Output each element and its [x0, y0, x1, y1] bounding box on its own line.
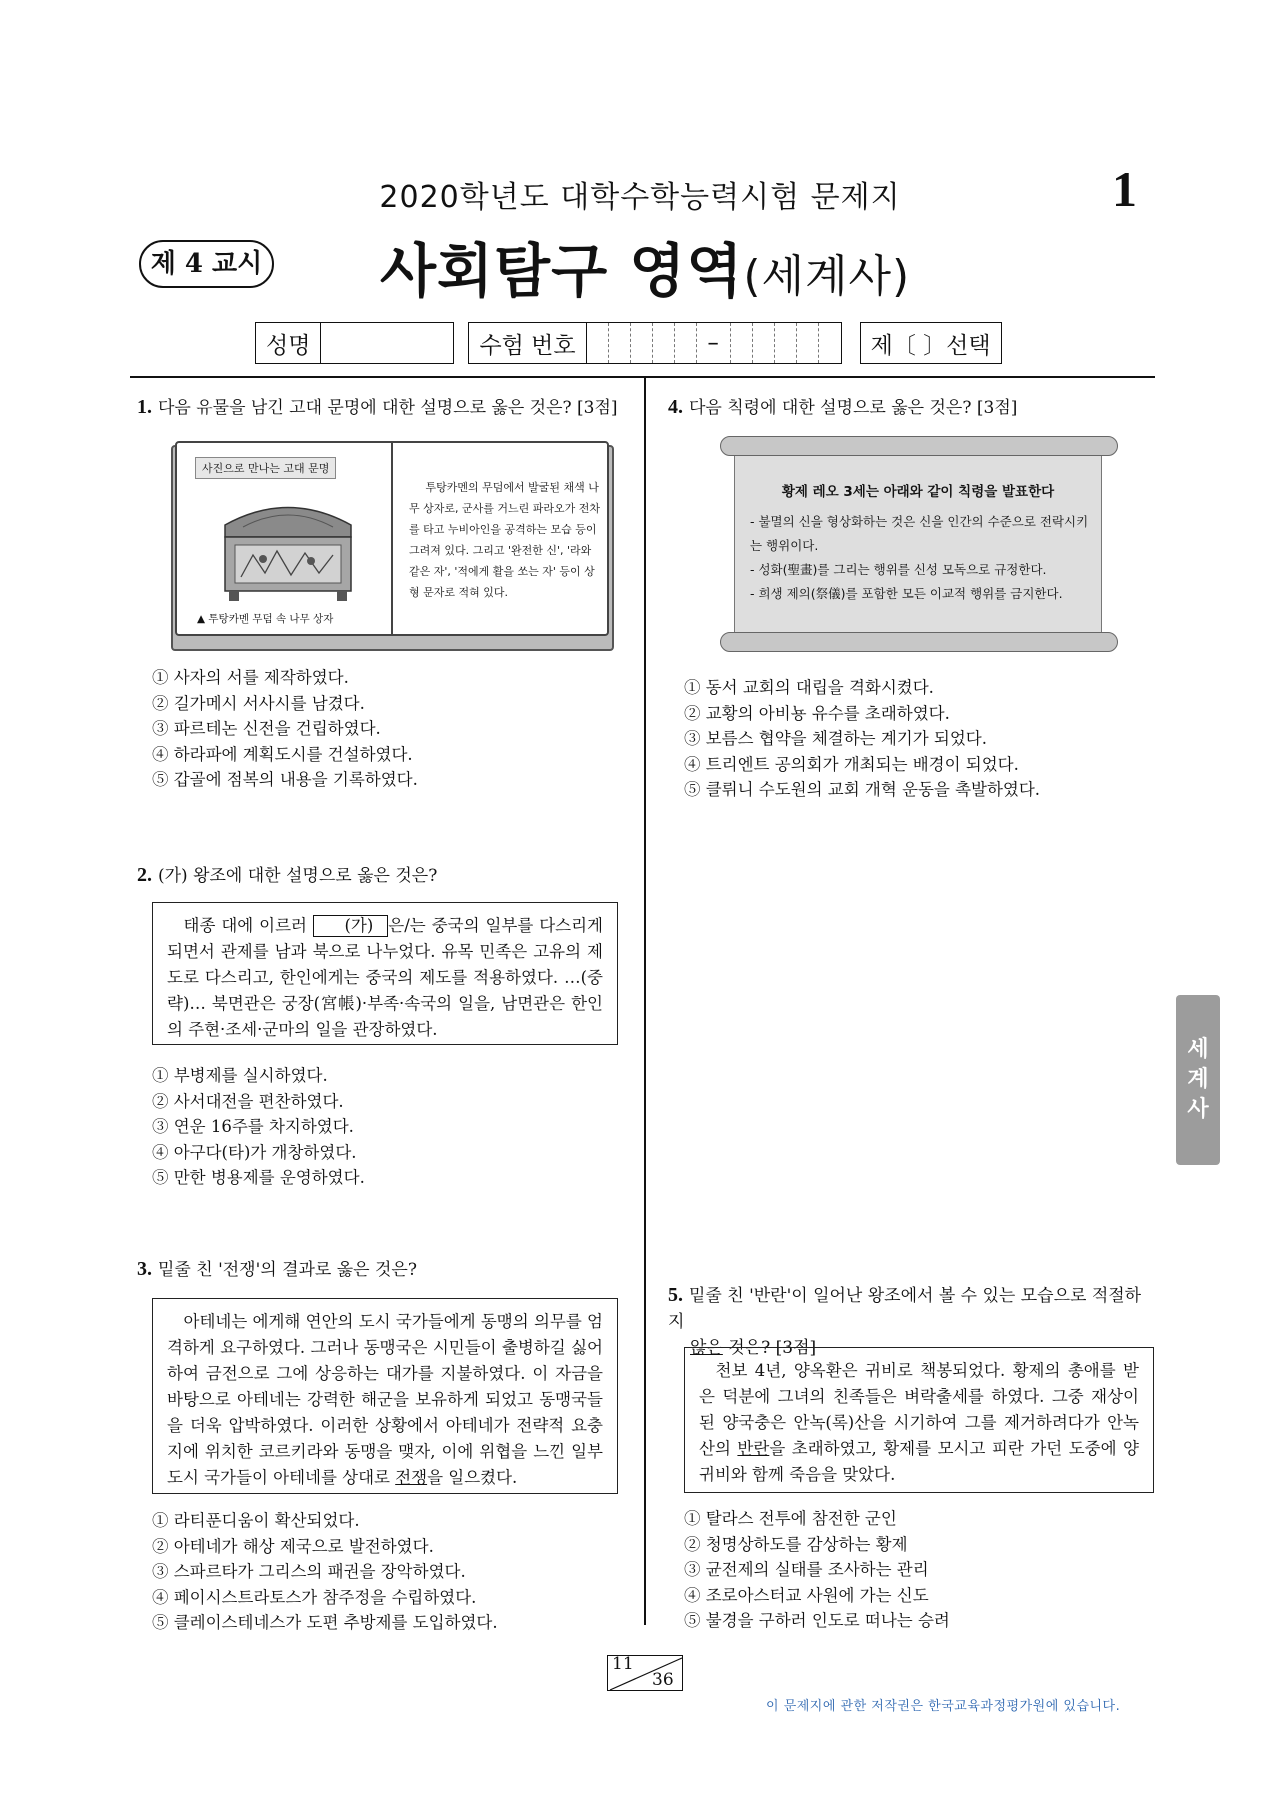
scroll-items: [750, 510, 1092, 606]
exam-digit[interactable]: [587, 323, 609, 363]
exam-digit[interactable]: [797, 323, 819, 363]
question-2-passage: [152, 902, 618, 1045]
question-text: 것은? [3점]: [722, 1338, 817, 1358]
question-text: 밑줄 친 '전쟁'의 결과로 옳은 것은?: [158, 1260, 417, 1280]
option-4[interactable]: ④ 아구다(타)가 개창하였다.: [152, 1142, 357, 1162]
option-1[interactable]: ① 부병제를 실시하였다.: [152, 1066, 328, 1085]
option-2[interactable]: ② 청명상하도를 감상하는 황제: [684, 1534, 908, 1554]
header-rule: [130, 376, 1155, 378]
question-text: 밑줄 친 '반란'이 일어난 왕조에서 볼 수 있는 모습으로 적절하지: [668, 1286, 1142, 1332]
option-3[interactable]: ③ 연운 16주를 차지하였다.: [152, 1117, 354, 1136]
q1-book-illustration: [171, 433, 614, 653]
question-1-options: [152, 665, 418, 793]
question-number: 4.: [668, 396, 683, 418]
exam-digit[interactable]: [819, 323, 841, 363]
option-1[interactable]: ① 동서 교회의 대립을 격화시켰다.: [684, 678, 934, 697]
option-2[interactable]: ② 아테네가 해상 제국으로 발전하였다.: [152, 1536, 434, 1556]
wooden-chest-image: [213, 485, 363, 605]
passage-text: 은/는 중국의 일부를 다스리게 되면서 관제를 남과 북으로 나누었다. 유목 민족은 고유의 제도로 다스리고, 한인에게는 중국의 제도를 적용하였다. …(중략)… 북면관은 궁장(宮帳)·부족·속국의 일을, 남면관은 한인의 주현·조세·군마의 일을 관장하였다.: [167, 916, 603, 1039]
option-4[interactable]: ④ 하라파에 계획도시를 건설하였다.: [152, 744, 413, 764]
option-5[interactable]: ⑤ 클레이스테네스가 도편 추방제를 도입하였다.: [152, 1613, 498, 1632]
option-3[interactable]: ③ 균전제의 실태를 조사하는 관리: [684, 1560, 929, 1579]
name-field[interactable]: [321, 323, 453, 363]
passage-text: 천보 4년, 양옥환은 귀비로 책봉되었다. 황제의 총애를 받은 덕분에 그녀의 친족들은 벼락출세를 하였다. 그중 재상이 된 양국충은 안녹(록)산을 시기하여 그를 제거하려다가 안녹산의: [699, 1361, 1139, 1458]
exam-number-label: 수험 번호: [469, 323, 586, 363]
column-divider: [644, 377, 646, 1625]
option-3[interactable]: ③ 스파르타가 그리스의 패권을 장악하였다.: [152, 1562, 466, 1581]
q4-edict-scroll: [720, 436, 1118, 654]
name-box: [255, 322, 454, 364]
exam-digit[interactable]: [675, 323, 697, 363]
book-right-page: [391, 441, 609, 636]
page-indicator: [607, 1655, 683, 1691]
side-tab-char: 세: [1187, 1037, 1209, 1062]
edict-item: - 불멸의 신을 형상화하는 것은 신을 인간의 수준으로 전락시키는 행위이다.: [750, 514, 1089, 553]
scroll-title: 황제 레오 3세는 아래와 같이 칙령을 발표한다: [781, 484, 1055, 500]
passage-text: 을 초래하였고, 황제를 모시고 피란 가던 도중에 양귀비와 함께 죽음을 맞았다.: [699, 1439, 1139, 1484]
exam-digit[interactable]: [609, 323, 631, 363]
edict-item: - 희생 제의(祭儀)를 포함한 모든 이교적 행위를 금지한다.: [750, 586, 1063, 601]
subject-side-tab: [1176, 995, 1220, 1165]
question-3-passage: [152, 1298, 618, 1494]
question-number: 5.: [668, 1284, 683, 1306]
option-4[interactable]: ④ 트리엔트 공의회가 개최되는 배경이 되었다.: [684, 754, 1019, 774]
passage-text: 아테네는 에게해 연안의 도시 국가들에게 동맹의 의무를 엄격하게 요구하였다. 그러나 동맹국은 시민들이 출병하길 싫어하여 금전으로 그에 상응하는 대가를 지불하였다. 이 자금을 바탕으로 아테네는 강력한 해군을 보유하게 되었고 동맹국들을 더욱 압박하였다. 이러한 상황에서 아테네가 전략적 요충지에 위치한 코르키라와 동맹을 맺자, 이에 위협을 느낀 일부 도시 국가들이 아테네를 상대로: [167, 1312, 603, 1487]
image-caption: ▲ 투탕카멘 무덤 속 나무 상자: [197, 613, 334, 625]
exam-digit[interactable]: [631, 323, 653, 363]
underlined-term: 반란: [737, 1439, 770, 1458]
question-number: 3.: [137, 1258, 152, 1280]
book-left-page: [175, 441, 393, 636]
subject-title: [380, 224, 910, 308]
question-text: 다음 칙령에 대한 설명으로 옳은 것은? [3점]: [689, 398, 1018, 418]
side-tab-char: 사: [1187, 1097, 1209, 1122]
book-text: [409, 477, 601, 603]
question-4-options: [684, 675, 1040, 803]
scroll-roll-bottom: [720, 632, 1118, 652]
option-3[interactable]: ③ 보름스 협약을 체결하는 계기가 되었다.: [684, 729, 987, 748]
question-2-options: [152, 1063, 365, 1191]
choice-label: 제〔 〕선택: [870, 332, 991, 359]
subject-name: 사회탐구 영역: [380, 237, 744, 305]
copyright-notice: 이 문제지에 관한 저작권은 한국교육과정평가원에 있습니다.: [766, 1699, 1121, 1714]
exam-number-box: [468, 322, 841, 364]
question-4-stem: [668, 394, 1148, 421]
subject-sub: (세계사): [743, 251, 911, 302]
question-5-passage: [684, 1347, 1154, 1493]
question-3-options: [152, 1508, 498, 1636]
edict-item: - 성화(聖畫)를 그리는 행위를 신성 모독으로 규정한다.: [750, 562, 1047, 577]
question-5-options: [684, 1506, 950, 1634]
question-2-stem: [137, 862, 637, 889]
side-tab-char: 계: [1187, 1067, 1209, 1092]
page-number-large: 1: [1112, 161, 1137, 217]
passage-text: 태종 대에 이르러: [183, 916, 307, 935]
name-label: 성명: [256, 323, 321, 363]
question-number: 2.: [137, 864, 152, 886]
question-1-stem: [137, 394, 637, 421]
question-text: 다음 유물을 남긴 고대 문명에 대한 설명으로 옳은 것은? [3점]: [158, 398, 618, 418]
option-5[interactable]: ⑤ 불경을 구하러 인도로 떠나는 승려: [684, 1611, 950, 1630]
exam-title: 2020학년도 대학수학능력시험 문제지: [379, 180, 901, 215]
underlined-term: 전쟁: [395, 1468, 428, 1487]
scroll-roll-top: [720, 436, 1118, 456]
choice-box: [860, 322, 1002, 364]
exam-digit[interactable]: [775, 323, 797, 363]
option-1[interactable]: ① 탈라스 전투에 참전한 군인: [684, 1509, 897, 1528]
question-3-stem: [137, 1256, 637, 1283]
book-paragraph: 투탕카멘의 무덤에서 발굴된 채색 나무 상자로, 군사를 거느린 파라오가 전차를 타고 누비아인을 공격하는 모습 등이 그려져 있다. 그리고 '완전한 신', '라와 같은 자', '적에게 활을 쏘는 자' 등이 상형 문자로 적혀 있다.: [409, 481, 600, 599]
session-badge: 제 4 교시: [139, 240, 274, 288]
passage-blank: (가): [313, 915, 388, 937]
question-text: (가) 왕조에 대한 설명으로 옳은 것은?: [158, 866, 438, 886]
option-4[interactable]: ④ 페이시스트라토스가 참주정을 수립하였다.: [152, 1587, 477, 1607]
option-4[interactable]: ④ 조로아스터교 사원에 가는 신도: [684, 1585, 929, 1605]
total-pages: 36: [652, 1670, 674, 1690]
book-tag: 사진으로 만나는 고대 문명: [195, 457, 336, 479]
option-2[interactable]: ② 사서대전을 편찬하였다.: [152, 1091, 344, 1111]
exam-number-dash: –: [697, 323, 731, 363]
option-1[interactable]: ① 사자의 서를 제작하였다.: [152, 668, 349, 687]
exam-digit[interactable]: [753, 323, 775, 363]
option-2[interactable]: ② 길가메시 서사시를 남겼다.: [152, 693, 365, 713]
option-3[interactable]: ③ 파르테논 신전을 건립하였다.: [152, 719, 381, 738]
question-number: 1.: [137, 396, 152, 418]
option-5[interactable]: ⑤ 클뤼니 수도원의 교회 개혁 운동을 촉발하였다.: [684, 780, 1041, 799]
underlined-term: 않은: [690, 1338, 723, 1358]
exam-digit[interactable]: [653, 323, 675, 363]
passage-text: 을 일으켰다.: [427, 1468, 518, 1487]
option-2[interactable]: ② 교황의 아비뇽 유수를 초래하였다.: [684, 703, 950, 723]
current-page: 11: [612, 1654, 634, 1674]
option-5[interactable]: ⑤ 갑골에 점복의 내용을 기록하였다.: [152, 770, 418, 789]
exam-digit[interactable]: [731, 323, 753, 363]
option-5[interactable]: ⑤ 만한 병용제를 운영하였다.: [152, 1168, 365, 1187]
option-1[interactable]: ① 라티푼디움이 확산되었다.: [152, 1511, 360, 1530]
examinee-info-row: [255, 322, 1002, 364]
